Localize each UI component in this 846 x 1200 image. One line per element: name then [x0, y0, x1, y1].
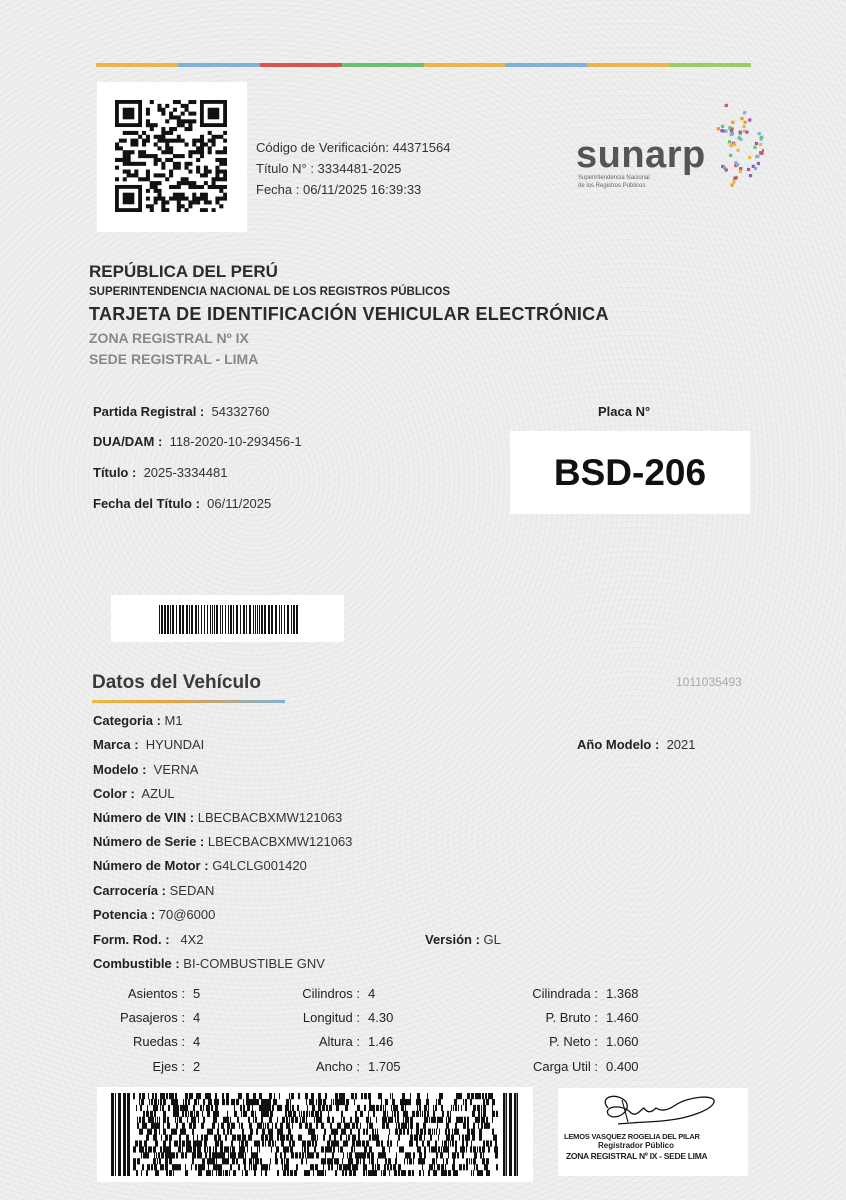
fecha-titulo: Fecha del Título : 06/11/2025 [93, 496, 272, 511]
agency-heading: SUPERINTENDENCIA NACIONAL DE LOS REGISTROS PÚBLICOS [89, 286, 451, 298]
plate-label: Placa N° [598, 404, 651, 419]
value-ancho: 1.705 [368, 1059, 401, 1074]
label-ruedas: Ruedas : [132, 1034, 185, 1049]
value-ejes: 2 [193, 1059, 201, 1074]
value-carga-util: 0.400 [606, 1059, 639, 1074]
field-modelo: Modelo : VERNA [93, 762, 199, 777]
pdf417-barcode [97, 1087, 533, 1182]
signature-scribble-icon [578, 1088, 728, 1132]
value-cilindros: 4 [368, 986, 376, 1001]
label-cilindros: Cilindros : [302, 986, 360, 1001]
verification-date: Fecha : 06/11/2025 16:39:33 [256, 182, 422, 197]
field-version: Versión : GL [425, 932, 501, 947]
field-combustible: Combustible : BI-COMBUSTIBLE GNV [93, 956, 325, 971]
signer-role: Registrador Público [598, 1141, 675, 1150]
label-asientos: Asientos : [127, 986, 185, 1001]
document-title: TARJETA DE IDENTIFICACIÓN VEHICULAR ELECTRÓNICA [89, 304, 609, 324]
partida-registral: Partida Registral : 54332760 [93, 404, 270, 419]
signer-zone: ZONA REGISTRAL Nº IX - SEDE LIMA [566, 1151, 708, 1161]
plate-box [510, 431, 750, 514]
value-ruedas: 4 [193, 1034, 201, 1049]
label-pasajeros: Pasajeros : [119, 1010, 185, 1025]
label-longitud: Longitud : [302, 1010, 360, 1025]
logo-word: sunarp [576, 134, 706, 176]
label-p-bruto: P. Bruto : [545, 1010, 598, 1025]
plate-number: BSD-206 [553, 452, 707, 493]
country-heading: REPÚBLICA DEL PERÚ [89, 262, 278, 281]
sunarp-logo [574, 98, 764, 202]
label-ejes: Ejes : [152, 1059, 185, 1074]
field-vin: Número de VIN : LBECBACBXMW121063 [93, 810, 343, 825]
field-carroceria: Carrocería : SEDAN [93, 883, 215, 898]
verification-block [256, 137, 450, 200]
label-carga-util: Carga Util : [532, 1059, 598, 1074]
vehicle-section-title: Datos del Vehículo [92, 672, 261, 693]
label-cilindrada: Cilindrada : [532, 986, 598, 1001]
value-p-neto: 1.060 [606, 1034, 639, 1049]
qr-code-icon [115, 100, 227, 212]
field-form-rod: Form. Rod. : 4X2 [93, 932, 204, 947]
document-number: 1011035493 [676, 675, 742, 689]
barcode-icon [111, 595, 344, 642]
top-color-bar [96, 63, 751, 67]
value-cilindrada: 1.368 [606, 986, 639, 1001]
section-underline [92, 700, 285, 703]
verification-code: Código de Verificación: 44371564 [256, 140, 451, 155]
value-longitud: 4.30 [368, 1010, 394, 1025]
field-motor: Número de Motor : G4LCLG001420 [93, 858, 307, 873]
field-color: Color : AZUL [93, 786, 175, 801]
value-p-bruto: 1.460 [606, 1010, 639, 1025]
qr-code [97, 82, 247, 232]
small-barcode [111, 595, 344, 642]
dua-dam: DUA/DAM : 118-2020-10-293456-1 [93, 434, 302, 449]
field-categoria: Categoria : M1 [93, 713, 183, 728]
field-marca: Marca : HYUNDAI [93, 737, 205, 752]
label-p-neto: P. Neto : [549, 1034, 598, 1049]
value-altura: 1.46 [368, 1034, 394, 1049]
value-asientos: 5 [193, 986, 201, 1001]
pdf417-barcode-icon [111, 1093, 519, 1176]
field-potencia: Potencia : 70@6000 [93, 907, 216, 922]
seat-heading: SEDE REGISTRAL - LIMA [89, 351, 259, 367]
field-serie: Número de Serie : LBECBACBXMW121063 [93, 834, 353, 849]
titulo: Título : 2025-3334481 [93, 465, 228, 480]
logo-subtitle: Superintendencia Nacional de los Registros Públicos [578, 175, 650, 189]
field-anio-modelo: Año Modelo : 2021 [577, 737, 696, 752]
signature-box [558, 1088, 748, 1176]
signer-name: LEMOS VASQUEZ ROGELIA DEL PILAR [564, 1132, 700, 1141]
verification-title-number: Título N° : 3334481-2025 [256, 161, 402, 176]
label-altura: Altura : [318, 1034, 360, 1049]
value-pasajeros: 4 [193, 1010, 201, 1025]
zone-heading: ZONA REGISTRAL Nº IX [89, 330, 249, 346]
label-ancho: Ancho : [315, 1059, 360, 1074]
